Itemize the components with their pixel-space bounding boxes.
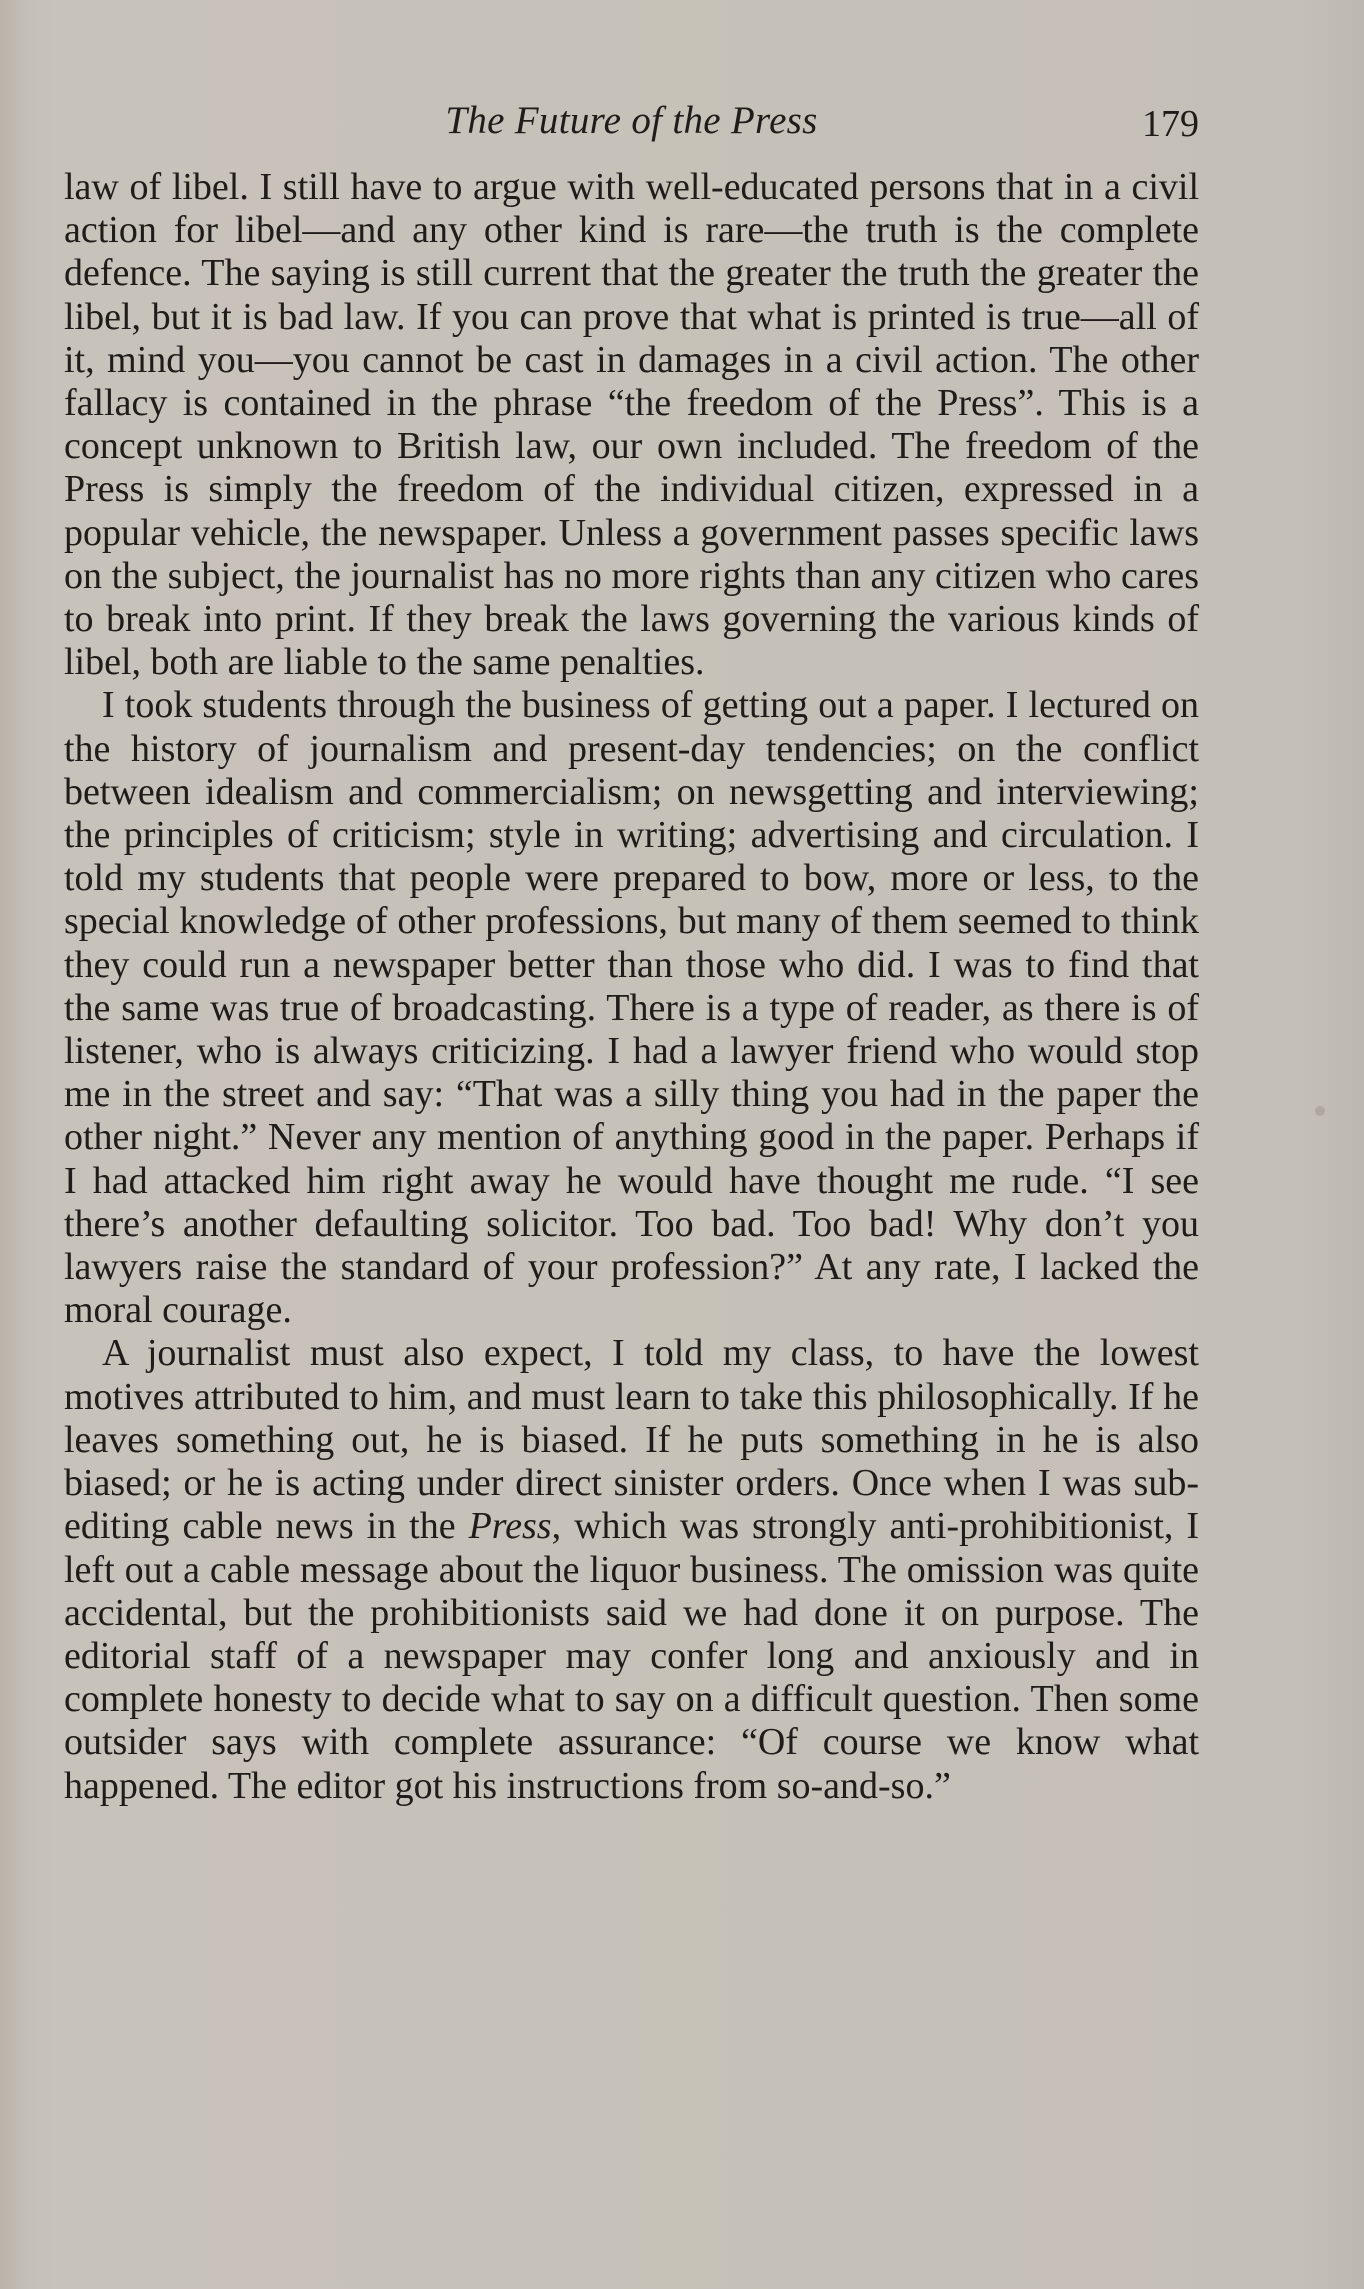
paragraph-3-text-start: A journalist must also expect, I told my class, to have the lowest motives attributed to him, and must learn to take this philosophically. If he leaves something out, he is biased. If he puts something in he is also biased; or he is acting under direct sinister orders. Once when I was sub-editing cable news in the	[64, 1332, 1199, 1548]
page-number: 179	[1142, 103, 1199, 145]
running-title: The Future of the Press	[445, 99, 818, 142]
page-header	[64, 98, 1199, 158]
paragraph-3-text-end: , which was strongly anti-prohibitionist, I left out a cable message about the liquor business. The omission was quite accidental, but the prohibitionists said we had done it on purpose. The editorial staff of a newspaper may confer long and anxiously and in complete honesty to decide what to say on a difficult question. Then some outsider says with complete assurance: “Of course we know what happened. The editor got his instructions from so-and-so.”	[64, 1505, 1199, 1807]
paragraph-2: I took students through the business of getting out a paper. I lectured on the history of journalism and present-day tendencies; on the conflict between idealism and commercialism; on newsgetting and interviewing; the principles of criticism; style in writing; advertising and circulation. I told my students that people were prepared to bow, more or less, to the special knowledge of other professions, but many of them seemed to think they could run a newspaper better than those who did. I was to find that the same was true of broadcasting. There is a type of reader, as there is of listener, who is always criticizing. I had a lawyer friend who would stop me in the street and say: “That was a silly thing you had in the paper the other night.” Never any mention of anything good in the paper. Perhaps if I had attacked him right away he would have thought me rude. “I see there’s another defaulting solicitor. Too bad. Too bad! Why don’t you lawyers raise the standard of your profession?” At any rate, I lacked the moral courage.	[64, 684, 1199, 1332]
newspaper-title-press: Press	[468, 1505, 552, 1548]
paragraph-1: law of libel. I still have to argue with well-educated persons that in a civil action for libel—and any other kind is rare—the truth is the complete defence. The saying is still current that the greater the truth the greater the libel, but it is bad law. If you can prove that what is printed is true—all of it, mind you—you cannot be cast in damages in a civil action. The other fallacy is contained in the phrase “the freedom of the Press”. This is a concept unknown to British law, our own included. The freedom of the Press is simply the freedom of the individual citizen, expressed in a popular vehicle, the newspaper. Unless a government passes specific laws on the subject, the journalist has no more rights than any citizen who cares to break into print. If they break the laws governing the various kinds of libel, both are liable to the same penalties.	[64, 166, 1199, 684]
paper-speck	[1315, 1106, 1325, 1116]
body-text	[64, 166, 1199, 1808]
paragraph-3	[64, 1332, 1199, 1807]
